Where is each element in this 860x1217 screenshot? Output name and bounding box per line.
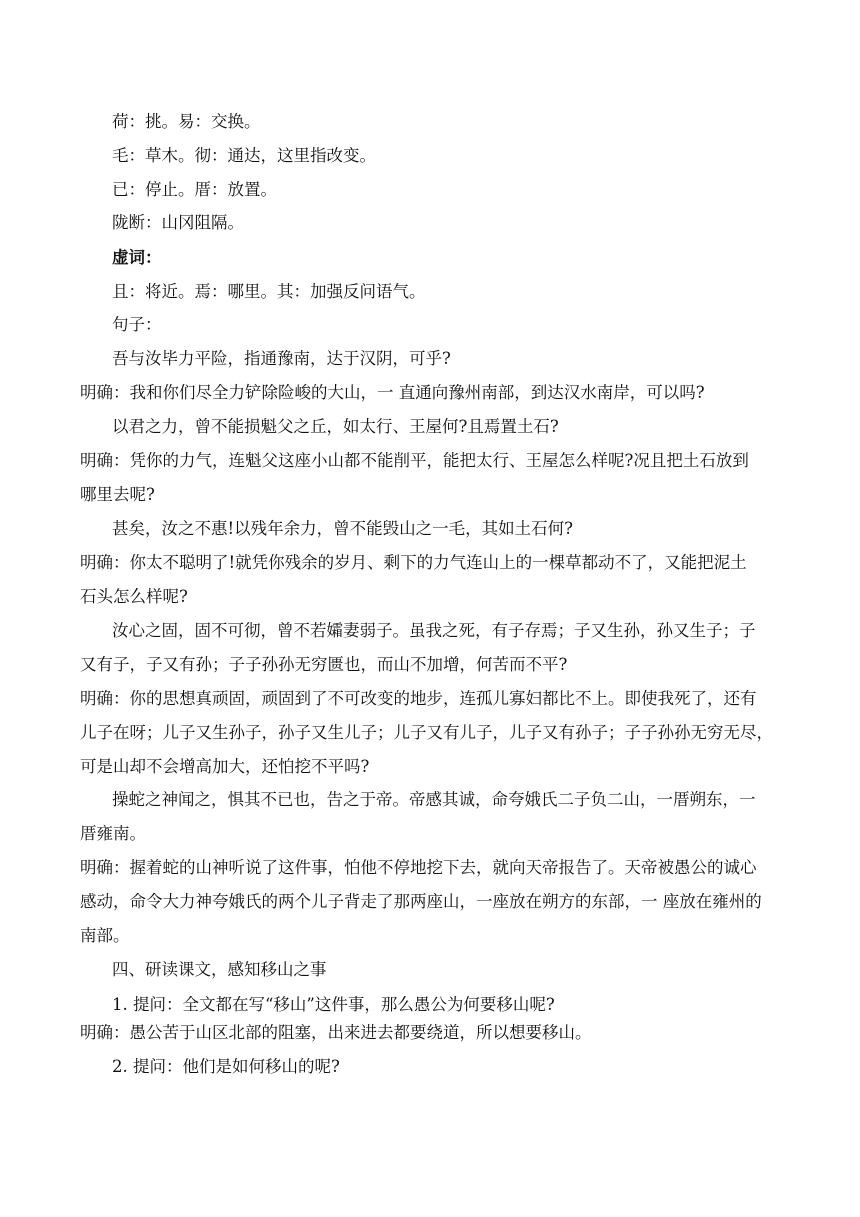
section-heading-function-words: 虚词： (112, 248, 162, 267)
section-heading-four: 四、研读课文，感知移山之事 (112, 960, 327, 979)
gloss-line: 已：停止。厝：放置。 (112, 180, 277, 199)
translation-line: 明确：你太不聪明了!就凭你残余的岁月、剩下的力气连山上的一棵草都动不了，又能把泥土 (80, 553, 747, 572)
translation-line: 明确：你的思想真顽固，顽固到了不可改变的地步，连孤儿寡妇都比不上。即使我死了，还有 (80, 689, 757, 708)
translation-line: 明确：凭你的力气，连魁父这座小山都不能削平，能把太行、王屋怎么样呢?况且把土石放到 (80, 451, 749, 470)
question-2: 2. 提问：他们是如何移山的呢? (112, 1057, 340, 1076)
classical-sentence: 厝雍南。 (80, 824, 146, 843)
translation-line: 明确：我和你们尽全力铲除险峻的大山，一 直通向豫州南部，到达汉水南岸，可以吗? (80, 383, 705, 402)
gloss-line: 陇断：山冈阻隔。 (112, 213, 244, 232)
translation-line: 明确：握着蛇的山神听说了这件事，怕他不停地挖下去，就向天帝报告了。天帝被愚公的诚心 (80, 858, 757, 877)
translation-line: 哪里去呢? (80, 485, 155, 504)
classical-sentence: 以君之力，曾不能损魁父之丘，如太行、王屋何?且焉置土石? (112, 417, 559, 436)
section-heading-sentences: 句子： (112, 315, 162, 334)
translation-line: 感动，命令大力神夸娥氏的两个儿子背走了那两座山，一座放在朔方的东部，一 座放在雍州的 (80, 892, 762, 911)
gloss-line: 荷：挑。易：交换。 (112, 112, 261, 131)
translation-line: 可是山却不会增高加大，还怕挖不平吗? (80, 757, 370, 776)
question-1: 1. 提问：全文都在写“移山”这件事，那么愚公为何要移山呢? (112, 995, 555, 1014)
classical-sentence: 吾与汝毕力平险，指通豫南，达于汉阴，可乎? (112, 349, 451, 368)
translation-line: 南部。 (80, 926, 130, 945)
gloss-line: 且：将近。焉：哪里。其：加强反问语气。 (112, 282, 426, 301)
translation-line: 石头怎么样呢? (80, 587, 188, 606)
answer-1: 明确：愚公苦于山区北部的阻塞，出来进去都要绕道，所以想要移山。 (80, 1023, 592, 1042)
classical-sentence: 甚矣，汝之不惠!以残年余力，曾不能毁山之一毛，其如土石何? (112, 519, 573, 538)
classical-sentence: 汝心之固，固不可彻，曾不若孀妻弱子。虽我之死，有子存焉；子又生孙，孙又生子；子 (112, 621, 756, 640)
classical-sentence: 又有子，子又有孙；子子孙孙无穷匮也，而山不加增，何苦而不平? (80, 655, 568, 674)
gloss-line: 毛：草木。彻：通达，这里指改变。 (112, 146, 376, 165)
classical-sentence: 操蛇之神闻之，惧其不已也，告之于帝。帝感其诚，命夸娥氏二子负二山，一厝朔东，一 (112, 790, 756, 809)
translation-line: 儿子在呀；儿子又生孙子，孙子又生儿子；儿子又有儿子，儿子又有孙子；子子孙孙无穷无尽， (80, 723, 773, 742)
